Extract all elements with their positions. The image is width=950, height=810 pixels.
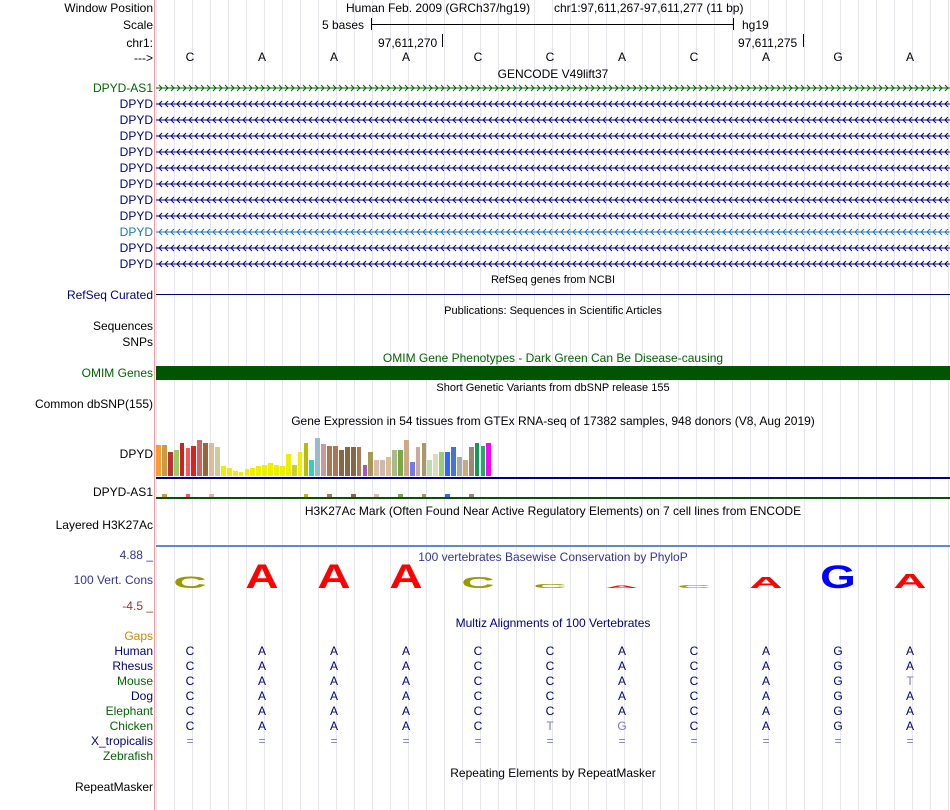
gtex-bar[interactable]: [398, 450, 403, 476]
gtex-bar[interactable]: [422, 443, 427, 476]
multiz-base: C: [473, 644, 483, 658]
gtex-bar[interactable]: [197, 440, 202, 476]
gtex-bar[interactable]: [475, 443, 480, 476]
multiz-base: A: [905, 644, 914, 658]
multiz-base: C: [473, 689, 483, 703]
gtex-dpyd-as1-gene-line: [156, 497, 950, 499]
phylop-base-glyph[interactable]: A: [245, 560, 279, 596]
omim-feature[interactable]: [156, 366, 950, 380]
multiz-base: C: [689, 674, 699, 688]
gtex-bar[interactable]: [203, 443, 208, 476]
multiz-base: C: [545, 704, 555, 718]
base-letter: A: [905, 50, 914, 64]
refseq-gene-line[interactable]: [156, 294, 950, 295]
multiz-base: =: [258, 734, 266, 748]
gencode-track-label[interactable]: DPYD: [119, 113, 153, 127]
position-2-tick: [803, 34, 804, 47]
gtex-bar[interactable]: [345, 447, 350, 476]
multiz-base: T: [546, 719, 554, 733]
multiz-base: A: [401, 644, 410, 658]
gencode-transcript-line[interactable]: [156, 211, 950, 221]
gtex-bar[interactable]: [274, 465, 279, 476]
phylop-max: 4.88 _: [119, 548, 153, 562]
multiz-base: A: [761, 689, 770, 703]
multiz-base: =: [834, 734, 842, 748]
gencode-transcript-line[interactable]: [156, 131, 950, 141]
label-separator: [154, 0, 155, 810]
multiz-base: A: [905, 689, 914, 703]
gencode-track-label[interactable]: DPYD: [119, 177, 153, 191]
gtex-bar[interactable]: [280, 466, 285, 476]
gtex-bar[interactable]: [457, 457, 462, 476]
gencode-transcript-line[interactable]: [156, 83, 950, 93]
multiz-base: C: [185, 719, 195, 733]
phylop-base-glyph[interactable]: A: [605, 584, 639, 589]
base-letter: C: [185, 50, 195, 64]
base-letter: A: [617, 50, 626, 64]
base-letter: A: [761, 50, 770, 64]
multiz-base: A: [329, 644, 338, 658]
multiz-base: G: [833, 704, 843, 718]
gtex-bar[interactable]: [427, 460, 432, 476]
dbsnp-title[interactable]: Short Genetic Variants from dbSNP release 155: [436, 382, 670, 394]
gencode-track-label[interactable]: DPYD: [119, 161, 153, 175]
multiz-gaps-label[interactable]: Gaps: [124, 629, 153, 643]
gtex-bar[interactable]: [309, 460, 314, 476]
gtex-bar[interactable]: [191, 446, 196, 476]
multiz-base: G: [617, 719, 627, 733]
gtex-bar[interactable]: [481, 446, 486, 476]
multiz-base: G: [833, 719, 843, 733]
gencode-transcript-line[interactable]: [156, 147, 950, 157]
position-range: chr1:97,611,267-97,611,277 (11 bp): [554, 1, 744, 15]
phylop-base-glyph[interactable]: C: [173, 573, 207, 592]
refseq-title[interactable]: RefSeq genes from NCBI: [490, 274, 616, 286]
gtex-dpyd-label[interactable]: DPYD: [119, 447, 153, 461]
multiz-base: =: [402, 734, 410, 748]
gencode-transcript-line[interactable]: [156, 179, 950, 189]
multiz-base: A: [329, 704, 338, 718]
phylop-title[interactable]: 100 vertebrates Basewise Conservation by PhyloP: [418, 550, 688, 564]
multiz-base: A: [329, 659, 338, 673]
gtex-bar[interactable]: [327, 446, 332, 476]
multiz-species-label[interactable]: Mouse: [116, 674, 153, 688]
gtex-bar[interactable]: [333, 446, 338, 476]
phylop-min: -4.5 _: [122, 599, 153, 613]
gtex-bar[interactable]: [298, 452, 303, 476]
base-letter: A: [401, 50, 410, 64]
gtex-bar[interactable]: [321, 444, 326, 476]
multiz-base: C: [689, 719, 699, 733]
multiz-base: A: [257, 674, 266, 688]
multiz-base: G: [833, 674, 843, 688]
gtex-bar[interactable]: [292, 465, 297, 476]
base-letter: C: [545, 50, 555, 64]
multiz-base: A: [257, 689, 266, 703]
multiz-base: A: [329, 719, 338, 733]
gencode-transcript-line[interactable]: [156, 115, 950, 125]
multiz-species-label[interactable]: Human: [114, 644, 153, 658]
multiz-base: C: [473, 659, 483, 673]
refseq-label[interactable]: RefSeq Curated: [66, 288, 153, 302]
multiz-base: C: [185, 659, 195, 673]
multiz-base: A: [401, 704, 410, 718]
multiz-base: A: [761, 704, 770, 718]
phylop-base-glyph[interactable]: A: [389, 560, 423, 596]
multiz-base: C: [185, 674, 195, 688]
gencode-track-label[interactable]: DPYD-AS1: [92, 81, 153, 95]
multiz-base: G: [833, 644, 843, 658]
multiz-base: C: [185, 704, 195, 718]
gencode-track-label[interactable]: DPYD: [119, 193, 153, 207]
scale-bar: [371, 24, 734, 25]
gtex-bar[interactable]: [239, 472, 244, 476]
multiz-base: C: [689, 704, 699, 718]
window-position-label: Window Position: [64, 1, 153, 15]
gencode-track-label[interactable]: DPYD: [119, 225, 153, 239]
multiz-base: C: [473, 719, 483, 733]
gtex-bar[interactable]: [162, 445, 167, 476]
phylop-base-glyph[interactable]: G: [820, 560, 856, 596]
multiz-base: C: [545, 689, 555, 703]
phylop-label[interactable]: 100 Vert. Cons: [73, 573, 153, 587]
multiz-base: =: [690, 734, 698, 748]
multiz-base: =: [906, 734, 914, 748]
gtex-bar[interactable]: [410, 462, 415, 476]
gtex-bar[interactable]: [186, 448, 191, 476]
multiz-base: A: [905, 719, 914, 733]
multiz-base: C: [473, 704, 483, 718]
multiz-base: A: [617, 659, 626, 673]
multiz-base: C: [689, 659, 699, 673]
gtex-bar[interactable]: [486, 443, 491, 476]
multiz-base: A: [617, 644, 626, 658]
multiz-base: A: [401, 659, 410, 673]
gtex-bar[interactable]: [392, 450, 397, 476]
gencode-transcript-line[interactable]: [156, 99, 950, 109]
gencode-track-label[interactable]: DPYD: [119, 129, 153, 143]
multiz-base: A: [257, 704, 266, 718]
multiz-species-label[interactable]: Elephant: [105, 704, 153, 718]
gtex-bar[interactable]: [363, 465, 368, 476]
multiz-base: C: [545, 644, 555, 658]
position-2: 97,611,275: [738, 36, 798, 50]
gtex-dpyd-gene-line: [156, 477, 950, 479]
multiz-base: A: [905, 704, 914, 718]
gencode-transcript-line[interactable]: [156, 195, 950, 205]
multiz-base: C: [545, 659, 555, 673]
phylop-logo[interactable]: [0, 560, 950, 600]
dbsnp-label[interactable]: Common dbSNP(155): [34, 397, 153, 411]
gencode-transcript-line[interactable]: [156, 243, 950, 253]
multiz-species-label[interactable]: Chicken: [109, 719, 153, 733]
gtex-bar[interactable]: [221, 466, 226, 476]
multiz-base: A: [329, 674, 338, 688]
multiz-base: A: [905, 659, 914, 673]
gtex-bar[interactable]: [386, 457, 391, 476]
multiz-base: A: [401, 719, 410, 733]
repeatmasker-label[interactable]: RepeatMasker: [74, 780, 153, 794]
multiz-base: A: [329, 689, 338, 703]
pubs-sequences-label[interactable]: Sequences: [92, 319, 153, 333]
gtex-bar[interactable]: [209, 443, 214, 476]
phylop-base-glyph[interactable]: A: [893, 569, 927, 593]
gtex-bar[interactable]: [404, 440, 409, 476]
h3k27ac-title[interactable]: H3K27Ac Mark (Often Found Near Active Regulatory Elements) on 7 cell lines from ENCODE: [304, 504, 802, 518]
base-letter: A: [329, 50, 338, 64]
gtex-bar[interactable]: [180, 443, 185, 476]
gtex-title[interactable]: Gene Expression in 54 tissues from GTEx RNA-seq of 17382 samples, 948 donors (V8, Aug 2019): [291, 414, 815, 428]
gencode-track-label[interactable]: DPYD: [119, 257, 153, 271]
scale-tick-right: [733, 18, 734, 30]
phylop-base-glyph[interactable]: A: [317, 560, 351, 596]
gencode-transcript-line[interactable]: [156, 259, 950, 269]
gtex-bar[interactable]: [268, 463, 273, 476]
gtex-bar[interactable]: [380, 460, 385, 476]
multiz-base: A: [257, 659, 266, 673]
gtex-bar[interactable]: [374, 460, 379, 476]
multiz-base: G: [833, 689, 843, 703]
gtex-bar[interactable]: [174, 450, 179, 476]
multiz-base: =: [186, 734, 194, 748]
gtex-bar[interactable]: [256, 466, 261, 476]
multiz-base: A: [617, 689, 626, 703]
gtex-bar[interactable]: [250, 468, 255, 476]
gtex-bar[interactable]: [463, 460, 468, 476]
multiz-base: G: [833, 659, 843, 673]
gencode-track-label[interactable]: DPYD: [119, 97, 153, 111]
base-letter: C: [689, 50, 699, 64]
gtex-bar[interactable]: [339, 450, 344, 476]
gtex-bar[interactable]: [469, 447, 474, 476]
assembly-title: Human Feb. 2009 (GRCh37/hg19): [346, 1, 531, 15]
gtex-bar[interactable]: [351, 447, 356, 476]
gtex-bar[interactable]: [433, 454, 438, 476]
gencode-transcript-line[interactable]: [156, 227, 950, 237]
phylop-base-glyph[interactable]: C: [533, 583, 567, 590]
phylop-base-glyph[interactable]: C: [461, 574, 495, 592]
multiz-base: A: [761, 659, 770, 673]
multiz-base: A: [257, 719, 266, 733]
omim-label[interactable]: OMIM Genes: [81, 366, 153, 380]
scale-text: 5 bases: [322, 18, 365, 32]
repeatmasker-title[interactable]: Repeating Elements by RepeatMasker: [450, 766, 656, 780]
h3k27ac-signal: [156, 545, 950, 547]
multiz-base: C: [185, 689, 195, 703]
multiz-base: C: [689, 644, 699, 658]
multiz-base: C: [185, 644, 195, 658]
gtex-bar[interactable]: [368, 452, 373, 476]
gtex-dpyd-as1-label[interactable]: DPYD-AS1: [92, 485, 153, 499]
multiz-title[interactable]: Multiz Alignments of 100 Vertebrates: [455, 616, 651, 630]
multiz-base: =: [762, 734, 770, 748]
multiz-species-label[interactable]: Rhesus: [112, 659, 153, 673]
multiz-base: T: [906, 674, 914, 688]
multiz-base: A: [401, 689, 410, 703]
gtex-bar[interactable]: [262, 465, 267, 476]
base-letter: A: [257, 50, 266, 64]
gtex-bar[interactable]: [156, 445, 161, 476]
multiz-species-label[interactable]: Zebrafish: [102, 749, 153, 763]
gtex-bar[interactable]: [227, 468, 232, 476]
multiz-base: A: [617, 674, 626, 688]
gtex-bar[interactable]: [233, 471, 238, 476]
multiz-base: C: [689, 689, 699, 703]
gencode-track-label[interactable]: DPYD: [119, 145, 153, 159]
position-1: 97,611,270: [378, 36, 438, 50]
gtex-bar[interactable]: [286, 454, 291, 476]
gencode-track-label[interactable]: DPYD: [119, 209, 153, 223]
phylop-base-glyph[interactable]: C: [677, 584, 711, 589]
gtex-bar[interactable]: [439, 452, 444, 476]
multiz-base: A: [257, 644, 266, 658]
multiz-base: C: [473, 674, 483, 688]
phylop-base-glyph[interactable]: A: [749, 574, 783, 592]
gtex-bar[interactable]: [416, 447, 421, 476]
scale-label: Scale: [122, 18, 153, 32]
multiz-species-label[interactable]: X_tropicalis: [90, 734, 153, 748]
multiz-base: =: [546, 734, 554, 748]
gtex-bar[interactable]: [357, 447, 362, 476]
db-name: hg19: [742, 18, 769, 32]
omim-title[interactable]: OMIM Gene Phenotypes - Dark Green Can Be Disease-causing: [382, 351, 724, 365]
gtex-bar[interactable]: [304, 443, 309, 476]
base-letter: G: [833, 50, 843, 64]
gtex-bar[interactable]: [315, 438, 320, 476]
multiz-base: A: [761, 674, 770, 688]
gtex-bar[interactable]: [245, 469, 250, 476]
multiz-base: A: [761, 644, 770, 658]
pubs-snps-label[interactable]: SNPs: [122, 335, 153, 349]
base-letter: C: [473, 50, 483, 64]
multiz-base: A: [761, 719, 770, 733]
chrom-label: chr1:: [126, 36, 153, 50]
position-1-tick: [442, 34, 443, 47]
multiz-base: C: [545, 674, 555, 688]
pubs-title[interactable]: Publications: Sequences in Scientific Articles: [444, 305, 662, 317]
multiz-base: =: [474, 734, 482, 748]
h3k27ac-label[interactable]: Layered H3K27Ac: [55, 518, 153, 532]
multiz-base: A: [401, 674, 410, 688]
gencode-title[interactable]: GENCODE V49lift37: [497, 67, 609, 81]
gtex-bar[interactable]: [451, 447, 456, 476]
multiz-base: =: [330, 734, 338, 748]
strand-arrow-label: --->: [134, 51, 153, 65]
multiz-base: A: [617, 704, 626, 718]
gtex-bar[interactable]: [445, 452, 450, 476]
multiz-species-label[interactable]: Dog: [130, 689, 153, 703]
gtex-bar[interactable]: [215, 447, 220, 476]
gencode-track-label[interactable]: DPYD: [119, 241, 153, 255]
gencode-transcript-line[interactable]: [156, 163, 950, 173]
gtex-bar[interactable]: [168, 452, 173, 476]
multiz-base: =: [618, 734, 626, 748]
